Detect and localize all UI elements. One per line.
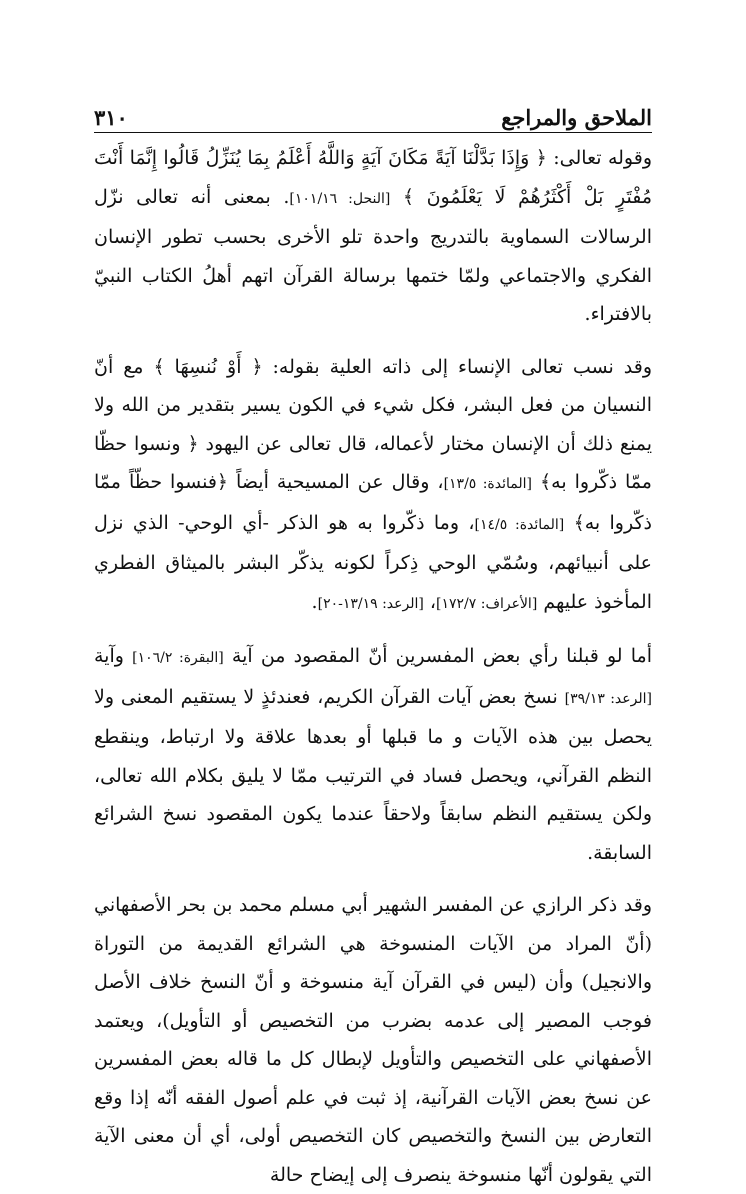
paragraph-text: نسخ بعض آيات القرآن الكريم، فعندئذٍ لا يستقيم المعنى ولا يحصل بين هذه الآيات و ما قبلها أو بعدها علاقة ولا ارتباط، وينقطع النظم القرآني، ويحصل فساد في الترتيب ممّا لا يليق بكلام الله تعالى، ولكن يستقيم النظم سابقاً ولاحقاً عندما يكون المقصود نسخ الشرائع السابقة. [94, 685, 652, 864]
quran-reference: [الأعراف: ١٧٢/٧] [436, 595, 538, 612]
paragraph [94, 139, 652, 334]
paragraph [94, 886, 652, 1194]
paragraph [94, 348, 652, 624]
paragraph-text: وقد ذكر الرازي عن المفسر الشهير أبي مسلم محمد بن بحر الأصفهاني (أنّ المراد من الآيات المنسوخة هي الشرائع القديمة من التوراة والانجيل) وأن (ليس في القرآن آية منسوخة و أنّ النسخ خلاف الأصل فوجب المصير إلى عدمه بضرب من التخصيص أو التأويل)، ويعتمد الأصفهاني على التخصيص والتأويل لإبطال كل ما قاله بعض المفسرين عن نسخ بعض الآيات القرآنية، إذ ثبت في علم أصول الفقه أنّه إذا وقع التعارض بين النسخ والتخصيص كان التخصيص أولى، أي أن معنى الآية التي يقولون أنّها منسوخة ينصرف إلى إيضاح حالة [94, 894, 652, 1186]
page-number: ٣١٠ [94, 105, 128, 130]
paragraph [94, 637, 652, 872]
paragraph-text: . [311, 590, 318, 613]
paragraph-text: ، [423, 590, 437, 613]
quran-reference: [المائدة: ١٤/٥] [474, 516, 565, 533]
quran-reference: [البقرة: ١٠٦/٢] [132, 650, 224, 666]
paragraph-text: وقد نسب تعالى الإنساء إلى ذاته العلية بقوله: ﴿ أَوْ نُنسِهَا ﴾ مع أنّ النسيان من فعل البشر، فكل شيء في الكون يسير بتقدير من الله ولا يمنع ذلك أن الإنسان مختار لأعماله، قال تعالى عن اليهود ﴿ ونسوا حظّا ممّا ذكّروا به﴾ [94, 355, 652, 493]
paragraph-text: وقوله تعالى: ﴿ وَإِذَا بَدَّلْنَا آيَةً مَكَانَ آيَةٍ وَاللَّهُ أَعْلَمُ بِمَا يُنَزِّلُ قَالُوا إِنَّمَا أَنْتَ مُفْتَرٍ بَلْ أَكْثَرُهُمْ لَا يَعْلَمُونَ ﴾ [94, 147, 652, 208]
section-title: الملاحق والمراجع [501, 105, 652, 130]
running-header [94, 96, 652, 133]
quran-reference: [الرعد: ١٣/١٩-٢٠] [317, 595, 424, 612]
paragraph-text: وآية [94, 645, 133, 667]
quran-reference: [النحل: ١٠١/١٦] [289, 190, 391, 207]
quran-reference: [الرعد: ٣٩/١٣] [564, 690, 652, 707]
paragraph-text: أما لو قبلنا رأي بعض المفسرين أنّ المقصود من آية [223, 645, 653, 667]
paragraph-text: ، وما ذكّروا به هو الذكر -أي الوحي- الذي نزل على أنبيائهم، وسُمّي الوحي ذِكراً لكونه يذكّر البشر بالميثاق الفطري المأخوذ عليهم [94, 511, 652, 613]
quran-reference: [المائدة: ١٣/٥] [443, 476, 532, 492]
paragraph-text: . بمعنى أنه تعالى نزّل الرسالات السماوية بالتدريج واحدة تلو الأخرى بحسب تطور الإنسان الفكري والاجتماعي ولمّا ختمها برسالة القرآن اتهم أهلُ الكتاب النبيّ بالافتراء. [94, 185, 652, 325]
paragraph-text: ، وقال عن المسيحية أيضاً ﴿فنسوا حظّاً ممّا ذكّروا به﴾ [94, 471, 652, 534]
document-body [94, 139, 652, 1194]
